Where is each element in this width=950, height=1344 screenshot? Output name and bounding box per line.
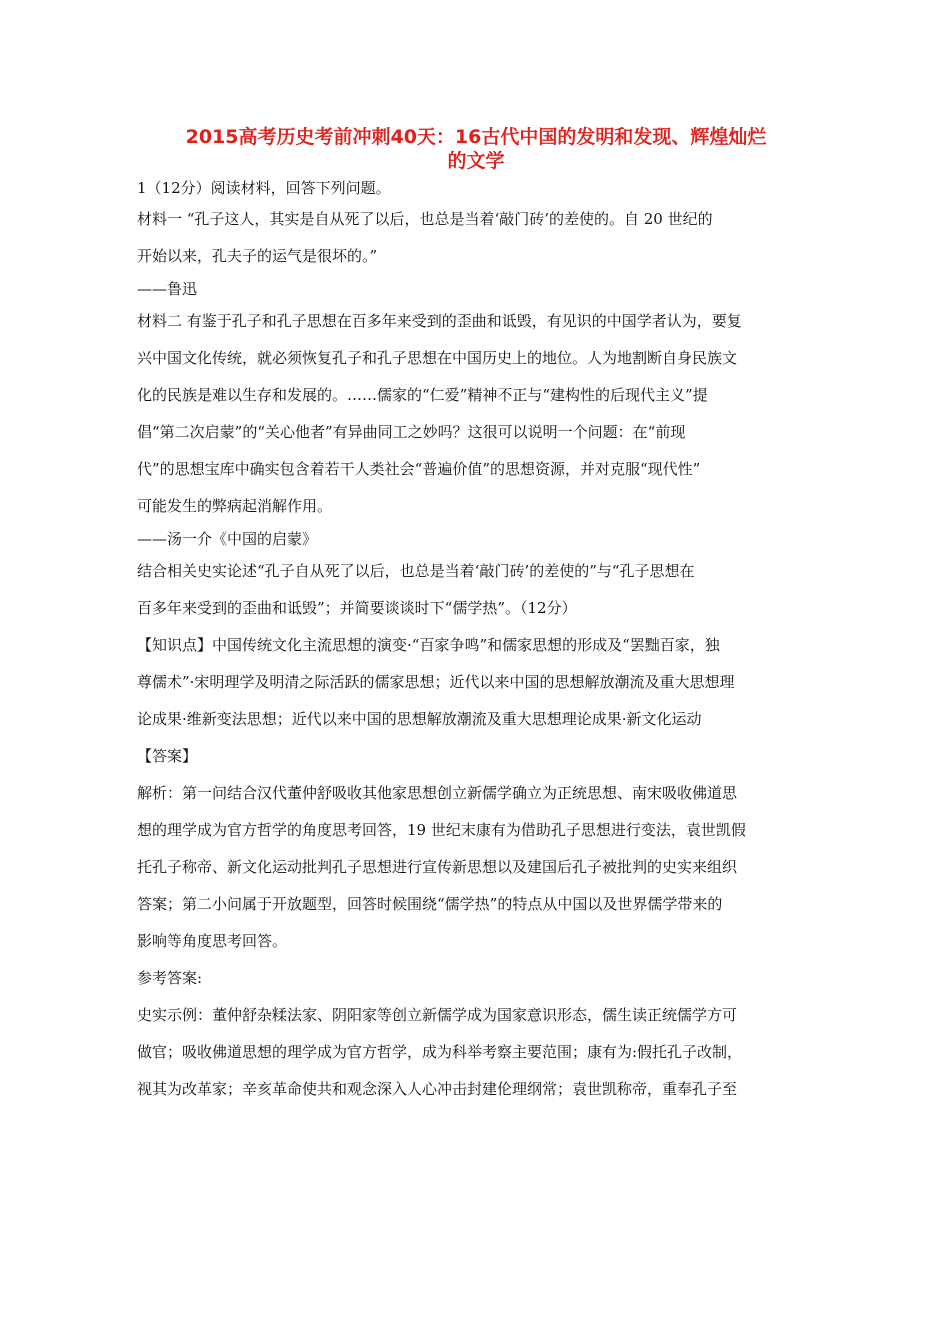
knowledge-point-line: 尊儒术”·宋明理学及明清之际活跃的儒家思想；近代以来中国的思想解放潮流及重大思想理 (137, 673, 735, 691)
body-line: 可能发生的弊病起消解作用。 (137, 497, 333, 515)
analysis-line: 答案；第二小问属于开放题型，回答时候围绕“儒学热”的特点从中国以及世界儒学带来的 (137, 895, 723, 913)
knowledge-point-line: 【知识点】中国传统文化主流思想的演变·“百家争鸣”和儒家思想的形成及“罢黜百家，独 (137, 636, 720, 654)
analysis-line: 影响等角度思考回答。 (137, 932, 288, 950)
reference-answer-line: 视其为改革家；辛亥革命使共和观念深入人心冲击封建伦理纲常；袁世凯称帝，重奉孔子至 (137, 1080, 738, 1098)
body-line: 兴中国文化传统，就必须恢复孔子和孔子思想在中国历史上的地位。人为地割断自身民族文 (137, 349, 738, 367)
body-line: 百多年来受到的歪曲和诋毁”；并简要谈谈时下“儒学热”。（12分） (137, 599, 577, 617)
analysis-line: 想的理学成为官方哲学的角度思考回答，19 世纪末康有为借助孔子思想进行变法，袁世凯假 (137, 821, 746, 839)
body-line: 结合相关史实论述“孔子自从死了以后，也总是当着‘敲门砖’的差使的”与“孔子思想在 (137, 562, 695, 580)
title-line-2: 的文学 (447, 150, 505, 172)
knowledge-point-line: 论成果·维新变法思想；近代以来中国的思想解放潮流及重大思想理论成果·新文化运动 (137, 710, 702, 728)
document-body (137, 175, 817, 1108)
answer-heading: 【答案】 (137, 747, 198, 765)
source-attribution: ——鲁迅 (137, 280, 198, 298)
title-line-1: 2015高考历史考前冲刺40天：16古代中国的发明和发现、辉煌灿烂 (185, 126, 767, 148)
body-line: 材料一 “孔子这人，其实是自从死了以后，也总是当着‘敲门砖’的差使的。自 20 世纪的 (137, 210, 713, 228)
reference-answer-heading: 参考答案: (137, 969, 203, 987)
reference-answer-line: 史实示例：董仲舒杂糅法家、阴阳家等创立新儒学成为国家意识形态，儒生读正统儒学方可 (137, 1006, 738, 1024)
analysis-line: 解析：第一问结合汉代董仲舒吸收其他家思想创立新儒学确立为正统思想、南宋吸收佛道思 (137, 784, 738, 802)
body-line: 材料二 有鉴于孔子和孔子思想在百多年来受到的歪曲和诋毁，有见识的中国学者认为，要复 (137, 312, 742, 330)
body-line: 倡“第二次启蒙”的“关心他者”有异曲同工之妙吗？这很可以说明一个问题：在“前现 (137, 423, 686, 441)
body-line: 开始以来，孔夫子的运气是很坏的。” (137, 247, 378, 265)
source-attribution: ——汤一介《中国的启蒙》 (137, 530, 318, 548)
question-stem: 1（12分）阅读材料，回答下列问题。 (137, 179, 391, 197)
body-line: 化的民族是难以生存和发展的。……儒家的“仁爱”精神不正与“建构性的后现代主义”提 (137, 386, 708, 404)
reference-answer-line: 做官；吸收佛道思想的理学成为官方哲学，成为科举考察主要范围；康有为:假托孔子改制， (137, 1043, 743, 1061)
document-title (120, 125, 832, 173)
analysis-line: 托孔子称帝、新文化运动批判孔子思想进行宣传新思想以及建国后孔子被批判的史实来组织 (137, 858, 738, 876)
body-line: 代”的思想宝库中确实包含着若干人类社会“普遍价值”的思想资源，并对克服“现代性” (137, 460, 701, 478)
